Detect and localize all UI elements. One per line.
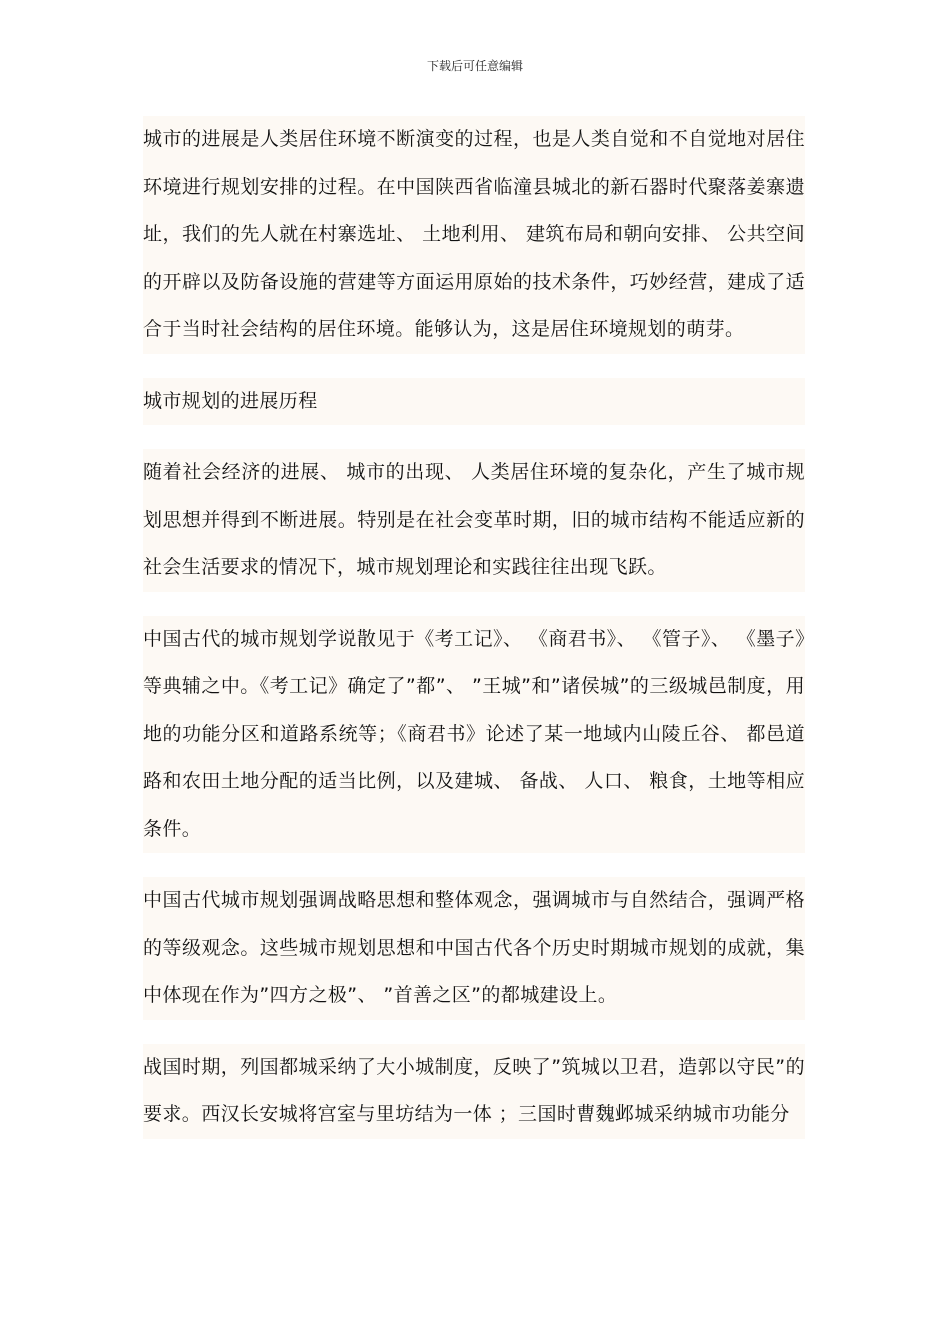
- section-heading: 城市规划的进展历程: [143, 378, 805, 426]
- paragraph-ancient-features: 中国古代城市规划强调战略思想和整体观念，强调城市与自然结合，强调严格的等级观念。这些城市规划思想和中国古代各个历史时期城市规划的成就，集中体现在作为”四方之极”、 ”首善之区”的都城建设上。: [143, 877, 805, 1020]
- paragraph-development: 随着社会经济的进展、 城市的出现、 人类居住环境的复杂化，产生了城市规划思想并得到不断进展。特别是在社会变革时期，旧的城市结构不能适应新的社会生活要求的情况下，城市规划理论和实践往往出现飞跃。: [143, 449, 805, 592]
- page-header: 下载后可任意编辑: [426, 59, 523, 73]
- paragraph-ancient-theory: 中国古代的城市规划学说散见于《考工记》、 《商君书》、 《管子》、 《墨子》等典辅之中。《考工记》确定了”都”、 ”王城”和”诸侯城”的三级城邑制度，用地的功能分区和道路系统等；《商君书》论述了某一地域内山陵丘谷、 都邑道路和农田土地分配的适当比例，以及建城、 备战、 人口、 粮食，土地等相应条件。: [143, 616, 805, 854]
- paragraph-warring-states: 战国时期，列国都城采纳了大小城制度，反映了”筑城以卫君，造郭以守民”的要求。西汉长安城将宫室与里坊结为一体 ；三国时曹魏邺城采纳城市功能分: [143, 1044, 805, 1139]
- document-body: [143, 116, 805, 1163]
- paragraph-intro: 城市的进展是人类居住环境不断演变的过程，也是人类自觉和不自觉地对居住环境进行规划安排的过程。在中国陕西省临潼县城北的新石器时代聚落姜寨遗址，我们的先人就在村寨选址、 土地利用、 建筑布局和朝向安排、 公共空间的开辟以及防备设施的营建等方面运用原始的技术条件，巧妙经营，建成了适合于当时社会结构的居住环境。能够认为，这是居住环境规划的萌芽。: [143, 116, 805, 354]
